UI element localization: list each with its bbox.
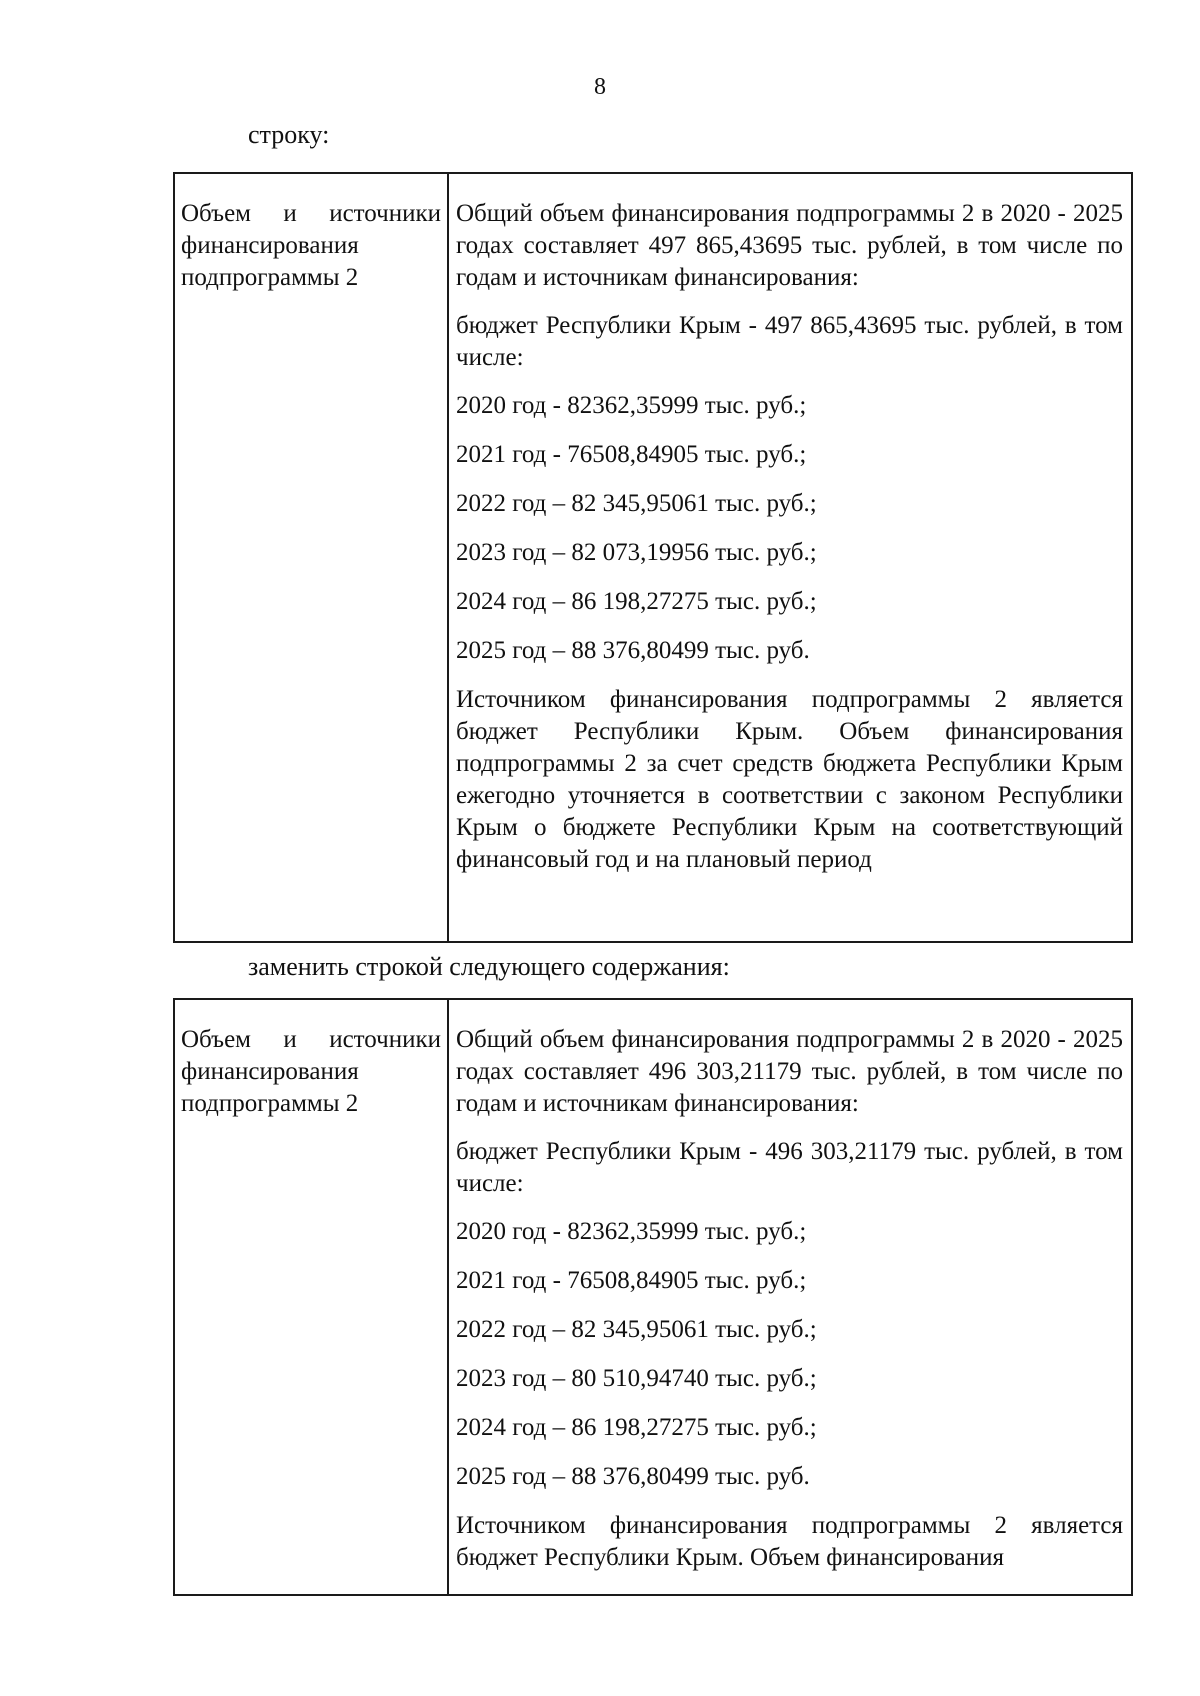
- year-line-2020: 2020 год - 82362,35999 тыс. руб.;: [456, 1218, 807, 1245]
- new-row-content: [456, 1024, 1123, 1590]
- source-paragraph: Источником финансирования подпрограммы 2 является бюджет Республики Крым. Объем финансирования: [456, 1512, 1123, 1571]
- year-line-2025: 2025 год – 88 376,80499 тыс. руб.: [456, 637, 810, 664]
- year-line-2022: 2022 год – 82 345,95061 тыс. руб.;: [456, 1316, 817, 1343]
- label-word: источники: [329, 1026, 441, 1053]
- year-line-2021: 2021 год - 76508,84905 тыс. руб.;: [456, 441, 807, 468]
- label-word: Объем: [181, 200, 251, 227]
- label-line-3: подпрограммы 2: [181, 264, 359, 291]
- year-line-2024: 2024 год – 86 198,27275 тыс. руб.;: [456, 1414, 817, 1441]
- total-paragraph: Общий объем финансирования подпрограммы 2 в 2020 - 2025 годах составляет 496 303,21179 тыс. рублей, в том числе по годам и источникам финансирования:: [456, 1026, 1123, 1117]
- page-number: 8: [594, 74, 606, 100]
- total-paragraph: Общий объем финансирования подпрограммы 2 в 2020 - 2025 годах составляет 497 865,43695 тыс. рублей, в том числе по годам и источникам финансирования:: [456, 200, 1123, 291]
- budget-paragraph: бюджет Республики Крым - 496 303,21179 тыс. рублей, в том числе:: [456, 1138, 1123, 1197]
- year-line-2023: 2023 год – 82 073,19956 тыс. руб.;: [456, 539, 817, 566]
- year-line-2025: 2025 год – 88 376,80499 тыс. руб.: [456, 1463, 810, 1490]
- old-row-label: [181, 198, 441, 294]
- year-line-2021: 2021 год - 76508,84905 тыс. руб.;: [456, 1267, 807, 1294]
- label-line-3: подпрограммы 2: [181, 1090, 359, 1117]
- label-line-1: [181, 198, 441, 230]
- new-row-table: [173, 998, 1133, 1596]
- new-row-label: [181, 1024, 441, 1120]
- year-line-2023: 2023 год – 80 510,94740 тыс. руб.;: [456, 1365, 817, 1392]
- old-row-content: [456, 198, 1123, 892]
- label-line-2: финансирования: [181, 1058, 359, 1085]
- replace-text: заменить строкой следующего содержания:: [248, 952, 730, 981]
- label-line-1: [181, 1024, 441, 1056]
- old-row-table: [173, 172, 1133, 943]
- label-word: и: [283, 1026, 297, 1053]
- column-divider: [447, 1000, 449, 1594]
- budget-paragraph: бюджет Республики Крым - 497 865,43695 тыс. рублей, в том числе:: [456, 312, 1123, 371]
- column-divider: [447, 174, 449, 941]
- label-word: и: [283, 200, 297, 227]
- label-line-2: финансирования: [181, 232, 359, 259]
- year-line-2024: 2024 год – 86 198,27275 тыс. руб.;: [456, 588, 817, 615]
- intro-text: строку:: [248, 120, 330, 149]
- year-line-2022: 2022 год – 82 345,95061 тыс. руб.;: [456, 490, 817, 517]
- source-paragraph: Источником финансирования подпрограммы 2 является бюджет Республики Крым. Объем финансирования подпрограммы 2 за счет средств бюджета Республики Крым ежегодно уточняется в соответствии с законом Республики Крым о бюджете Республики Крым на соответствующий финансовый год и на плановый период: [456, 686, 1123, 873]
- year-line-2020: 2020 год - 82362,35999 тыс. руб.;: [456, 392, 807, 419]
- label-word: Объем: [181, 1026, 251, 1053]
- label-word: источники: [329, 200, 441, 227]
